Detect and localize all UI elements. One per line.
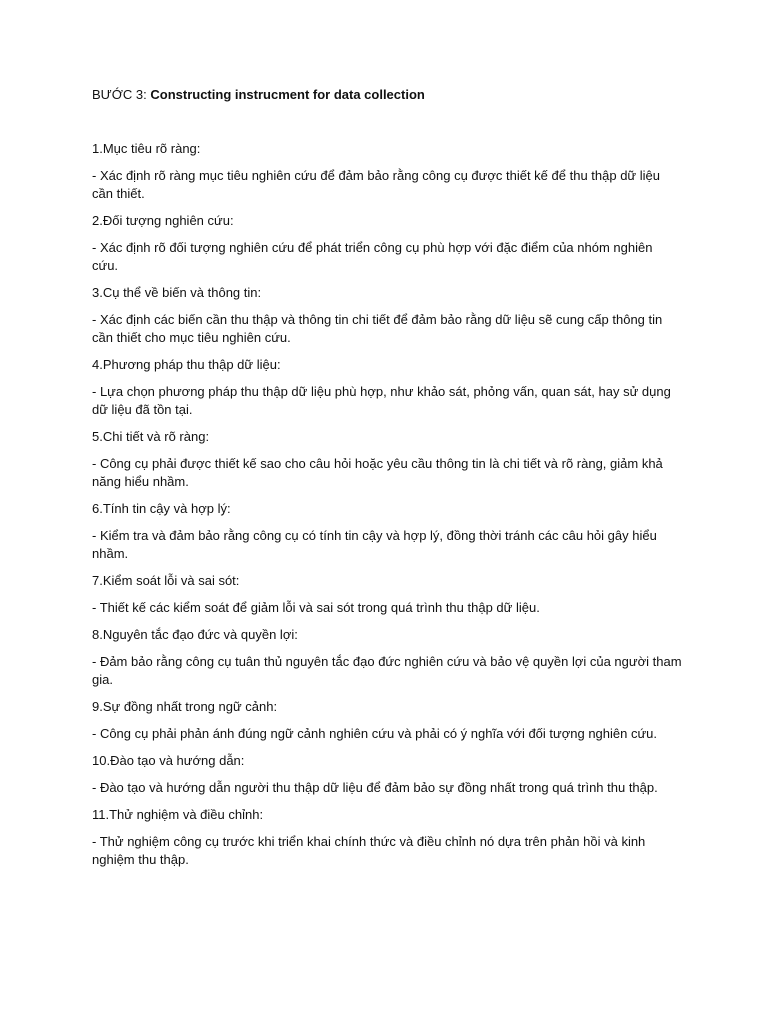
item-body: - Đảm bảo rằng công cụ tuân thủ nguyên tắc đạo đức nghiên cứu và bảo vệ quyền lợi của người tham gia. [92, 654, 682, 687]
item-title: 3.Cụ thể về biến và thông tin: [92, 285, 262, 300]
item-body: - Kiểm tra và đảm bảo rằng công cụ có tính tin cậy và hợp lý, đồng thời tránh các câu hỏi gây hiểu nhầm. [92, 528, 657, 561]
item-title: 6.Tính tin cậy và hợp lý: [92, 501, 231, 516]
item-body: - Công cụ phải phản ánh đúng ngữ cảnh nghiên cứu và phải có ý nghĩa với đối tượng nghiên cứu. [92, 726, 658, 741]
item-title: 2.Đối tượng nghiên cứu: [92, 213, 234, 228]
heading-step-prefix: BƯỚC 3: [92, 87, 151, 102]
item-9 [92, 698, 682, 743]
document-content [92, 86, 682, 878]
item-title: 11.Thử nghiệm và điều chỉnh: [92, 807, 264, 822]
item-3 [92, 284, 682, 347]
item-body: - Thiết kế các kiểm soát để giảm lỗi và sai sót trong quá trình thu thập dữ liệu. [92, 600, 540, 615]
item-4 [92, 356, 682, 419]
item-title: 9.Sự đồng nhất trong ngữ cảnh: [92, 699, 278, 714]
item-1 [92, 140, 682, 203]
heading-title: Constructing instrucment for data collection [150, 87, 425, 102]
item-title: 1.Mục tiêu rõ ràng: [92, 141, 201, 156]
item-8 [92, 626, 682, 689]
item-body: - Lựa chọn phương pháp thu thập dữ liệu phù hợp, như khảo sát, phỏng vấn, quan sát, hay sử dụng dữ liệu đã tồn tại. [92, 384, 671, 417]
item-body: - Xác định các biến cần thu thập và thông tin chi tiết để đảm bảo rằng dữ liệu sẽ cung cấp thông tin cần thiết cho mục tiêu nghiên cứu. [92, 312, 663, 345]
item-5 [92, 428, 682, 491]
item-title: 8.Nguyên tắc đạo đức và quyền lợi: [92, 627, 298, 642]
item-7 [92, 572, 682, 617]
item-title: 7.Kiểm soát lỗi và sai sót: [92, 573, 240, 588]
item-title: 10.Đào tạo và hướng dẫn: [92, 753, 245, 768]
item-title: 4.Phương pháp thu thập dữ liệu: [92, 357, 281, 372]
item-body: - Thử nghiệm công cụ trước khi triển khai chính thức và điều chỉnh nó dựa trên phản hồi và kinh nghiệm thu thập. [92, 834, 646, 867]
item-body: - Xác định rõ ràng mục tiêu nghiên cứu để đảm bảo rằng công cụ được thiết kế để thu thập dữ liệu cần thiết. [92, 168, 660, 201]
document-heading [92, 86, 682, 104]
item-2 [92, 212, 682, 275]
item-11 [92, 806, 682, 869]
item-10 [92, 752, 682, 797]
item-title: 5.Chi tiết và rõ ràng: [92, 429, 210, 444]
item-body: - Công cụ phải được thiết kế sao cho câu hỏi hoặc yêu cầu thông tin là chi tiết và rõ ràng, giảm khả năng hiểu nhầm. [92, 456, 663, 489]
item-body: - Xác định rõ đối tượng nghiên cứu để phát triển công cụ phù hợp với đặc điểm của nhóm nghiên cứu. [92, 240, 653, 273]
item-body: - Đào tạo và hướng dẫn người thu thập dữ liệu để đảm bảo sự đồng nhất trong quá trình thu thập. [92, 780, 658, 795]
item-6 [92, 500, 682, 563]
